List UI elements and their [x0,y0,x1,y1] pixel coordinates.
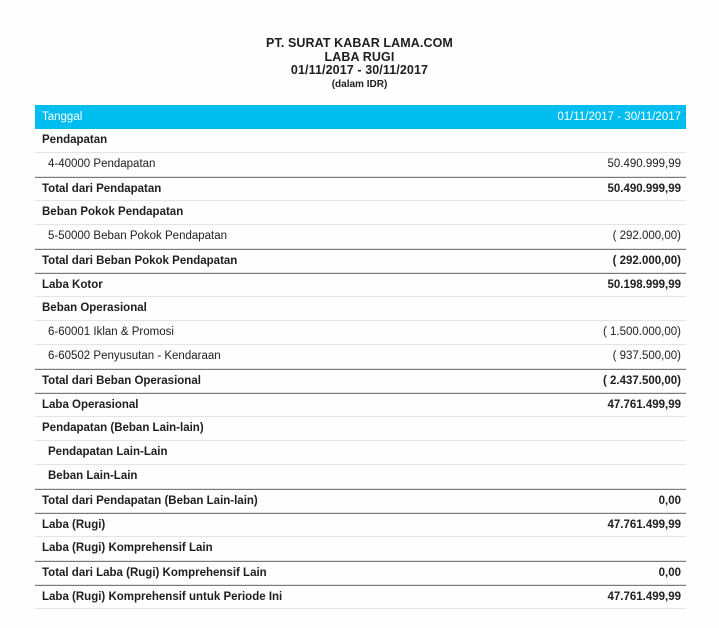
table-row [35,177,686,201]
row-label: 4-40000 Pendapatan [48,158,156,170]
row-label: Laba (Rugi) [42,518,106,531]
row-label: Total dari Pendapatan [42,182,162,195]
table-row [35,585,686,609]
report-table [35,105,686,609]
row-label: Pendapatan [42,134,108,146]
table-row [35,537,686,561]
table-header-bar [35,105,686,129]
table-row [35,489,686,513]
table-row [35,225,686,249]
row-label: Pendapatan (Beban Lain-lain) [42,422,204,434]
row-label: Laba (Rugi) Komprehensif Lain [42,542,213,554]
report-period: 01/11/2017 - 30/11/2017 [290,63,429,77]
table-row [35,321,686,345]
report-title: LABA RUGI [324,49,395,64]
table-row [35,441,686,465]
row-value: 50.198.999,99 [607,278,681,291]
row-label: Laba Operasional [42,398,139,411]
company-name: PT. SURAT KABAR LAMA.COM [266,36,453,50]
row-value: ( 292.000,00) [612,254,681,267]
table-header-label: Tanggal [42,110,83,123]
row-label: Laba Kotor [42,278,103,291]
table-row [35,345,686,369]
row-value: 0,00 [658,494,681,507]
row-label: Laba (Rugi) Komprehensif untuk Periode Ini [42,590,283,603]
table-row [35,201,686,225]
table-row [35,561,686,585]
currency-note: (dalam IDR) [331,78,388,90]
row-value: 47.761.499,99 [607,398,681,411]
table-row [35,393,686,417]
report-header [0,0,719,91]
row-label: 6-60502 Penyusutan - Kendaraan [48,350,221,362]
row-label: 5-50000 Beban Pokok Pendapatan [48,230,228,242]
row-label: Beban Operasional [42,302,147,314]
table-row [35,513,686,537]
table-row [35,297,686,321]
row-label: Total dari Pendapatan (Beban Lain-lain) [42,494,258,507]
table-row [35,417,686,441]
row-value: ( 292.000,00) [612,230,681,242]
row-value: 0,00 [658,566,681,579]
row-value: 47.761.499,99 [607,590,681,603]
row-label: Total dari Beban Operasional [42,374,201,387]
report-table-body [35,129,686,609]
table-row [35,369,686,393]
row-value: 50.490.999,99 [607,182,681,195]
row-value: 50.490.999,99 [607,158,681,170]
row-value: ( 2.437.500,00) [602,374,681,387]
table-row [35,153,686,177]
row-value: ( 937.500,00) [612,350,681,362]
table-header-period: 01/11/2017 - 30/11/2017 [557,110,681,123]
row-label: Pendapatan Lain-Lain [48,446,168,458]
row-label: Beban Lain-Lain [48,470,138,482]
row-label: Total dari Laba (Rugi) Komprehensif Lain [42,566,267,579]
table-row [35,273,686,297]
table-row [35,129,686,153]
row-label: Total dari Beban Pokok Pendapatan [42,254,238,267]
table-row [35,249,686,273]
row-label: Beban Pokok Pendapatan [42,206,184,218]
row-value: ( 1.500.000,00) [602,326,681,338]
row-label: 6-60001 Iklan & Promosi [48,326,174,338]
row-value: 47.761.499,99 [607,518,681,531]
table-row [35,465,686,489]
